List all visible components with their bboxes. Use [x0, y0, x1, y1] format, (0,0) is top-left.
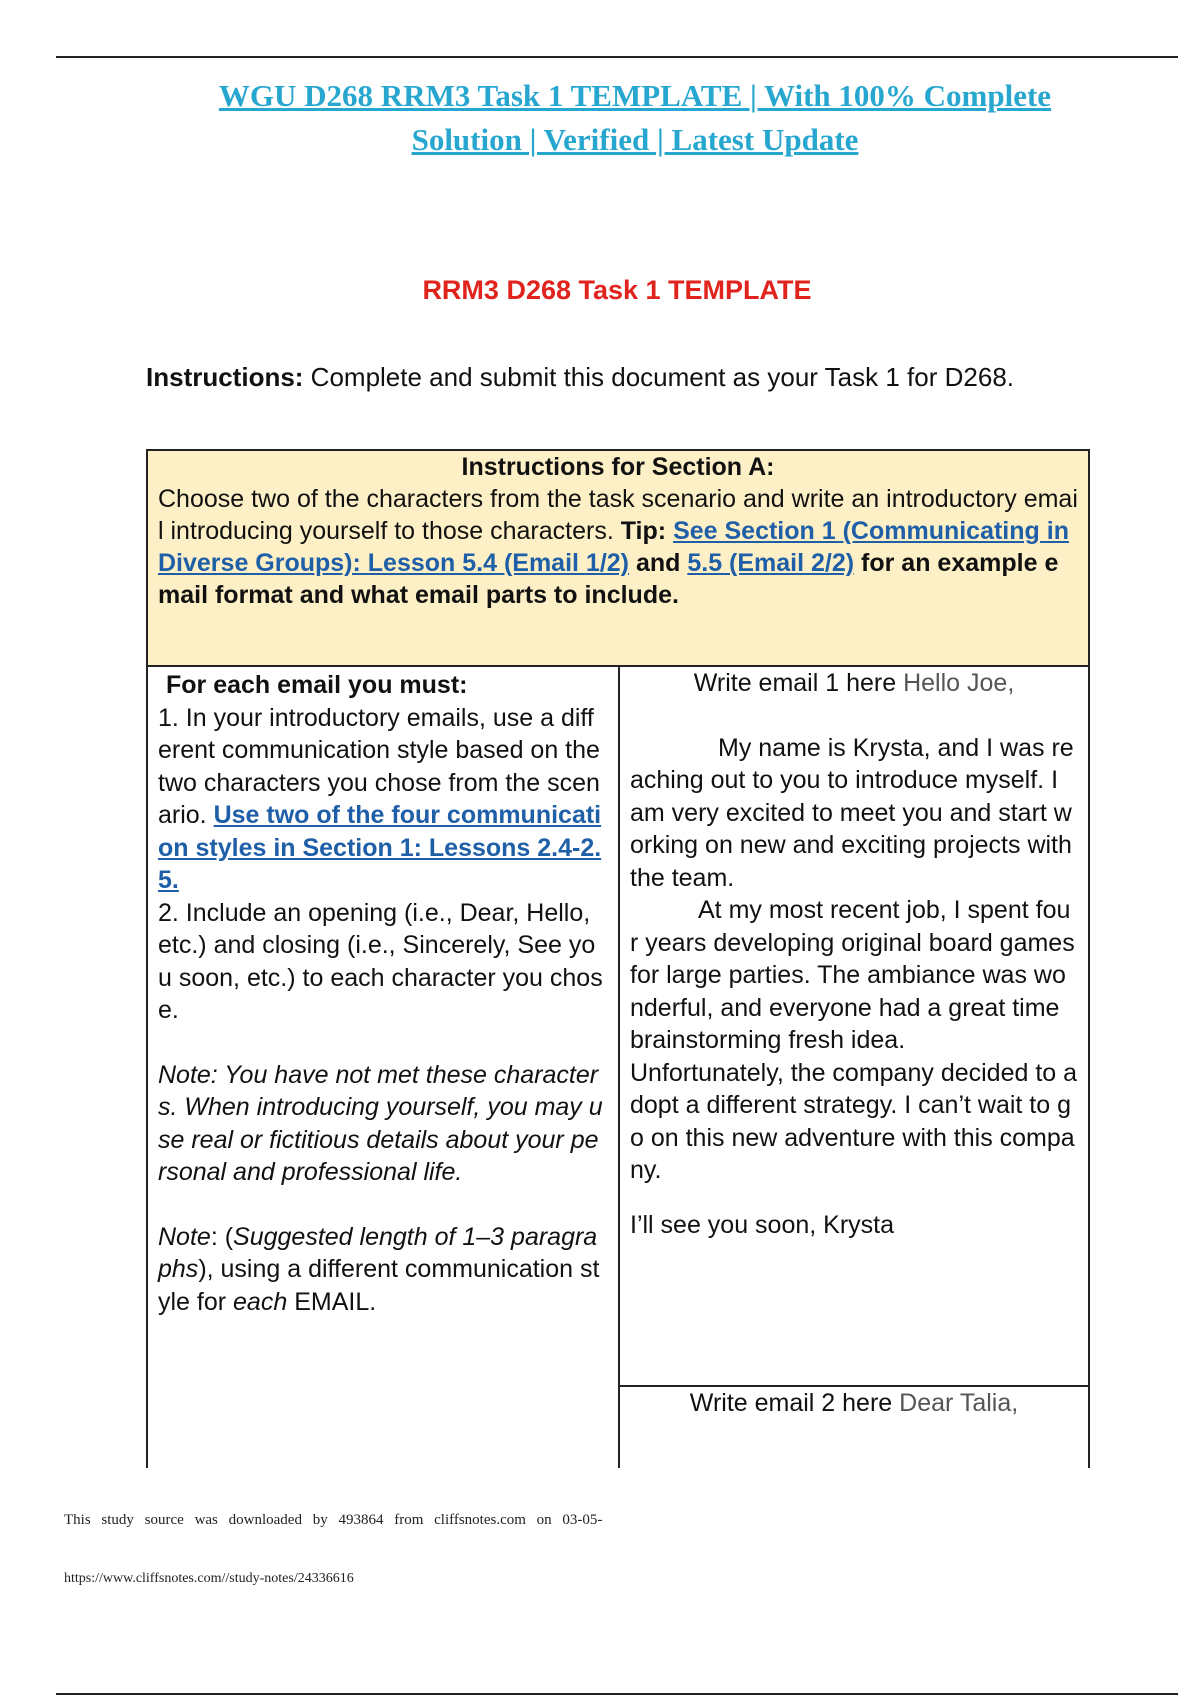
email-1-greeting: Hello Joe, — [903, 669, 1015, 697]
title-link-line-1[interactable]: WGU D268 RRM3 Task 1 TEMPLATE | With 100% Complete — [218, 78, 1052, 113]
email-1-paragraph-3: Unfortunately, the company decided to adopt a different strategy. I can’t wait to go on this new adventure with this company. — [630, 1058, 1078, 1184]
section-a-instructions-box — [146, 449, 1090, 665]
lesson-5-4-link[interactable]: See Section 1 (Communicating in Diverse Groups): Lesson 5.4 (Email 1/2) — [158, 517, 1069, 577]
instructions-label: Instructions: — [146, 362, 304, 392]
note-end-text: EMAIL. — [287, 1287, 377, 1316]
requirement-1-text: 1. In your introductory emails, use a different communication style based on the two characters you chose from the scenario. — [158, 703, 600, 829]
email-2-text[interactable] — [620, 1387, 1088, 1420]
email-1-paragraph-1: My name is Krysta, and I was reaching out to you to introduce myself. I am very excited to meet you and start working on new and exciting projects with the team. — [630, 733, 1074, 892]
download-notice: This study source was downloaded by 493864 from cliffsnotes.com on 03-05- — [64, 1512, 603, 1528]
email-1-paragraph-2: At my most recent job, I spent four years developing original board games for large parties. The ambiance was wonderful, and everyone had a great time brainstorming fresh idea. — [630, 896, 1075, 1054]
requirements-heading: For each email you must: — [166, 671, 468, 699]
email-1-label: Write email 1 here — [693, 669, 897, 697]
note-colon: : ( — [210, 1222, 234, 1251]
source-url: https://www.cliffsnotes.com//study-notes/24336616 — [64, 1571, 354, 1586]
email-1-text[interactable] — [620, 667, 1088, 1241]
top-rule — [56, 56, 1178, 58]
lesson-5-5-link[interactable]: 5.5 (Email 2/2) — [687, 549, 855, 577]
suggested-length-text: Suggested length of 1–3 paragraphs — [158, 1222, 598, 1283]
note-middle-text: ), using a different communication style for — [158, 1255, 600, 1316]
requirements-cell — [158, 669, 606, 1318]
tip-tail: for an example email format and what email parts to include. — [158, 549, 1059, 609]
template-title: RRM3 D268 Task 1 TEMPLATE — [422, 275, 812, 305]
email-table — [146, 665, 1090, 1468]
note-suggested-length — [158, 1221, 606, 1319]
instructions-paragraph — [146, 360, 1096, 394]
title-link-line-2[interactable]: Solution | Verified | Latest Update — [411, 122, 859, 157]
tip-label: Tip: — [620, 517, 667, 545]
email-1-cell[interactable] — [620, 667, 1088, 1387]
and-text: and — [629, 549, 688, 577]
email-1-closing: I’ll see you soon, Krysta — [630, 1210, 895, 1239]
requirement-1 — [158, 702, 606, 897]
email-2-greeting: Dear Talia, — [899, 1389, 1019, 1417]
section-a-body — [158, 483, 1078, 611]
communication-styles-link[interactable]: Use two of the four communication styles in Section 1: Lessons 2.4-2.5. — [158, 801, 602, 894]
email-2-cell[interactable] — [620, 1387, 1088, 1470]
email-2-label: Write email 2 here — [689, 1389, 893, 1417]
requirement-2: 2. Include an opening (i.e., Dear, Hello, etc.) and closing (i.e., Sincerely, See you soon, etc.) to each character you chose. — [158, 898, 603, 1024]
section-a-heading: Instructions for Section A: — [461, 453, 775, 481]
each-text: each — [233, 1287, 288, 1316]
note-fictitious-details: Note: You have not met these characters. When introducing yourself, you may use real or fictitious details about your personal and professional life. — [158, 1060, 603, 1186]
document-title — [140, 74, 1130, 162]
note-label: Note — [158, 1222, 211, 1251]
section-a-text: Choose two of the characters from the task scenario and write an introductory email introducing yourself to those characters. — [158, 485, 1078, 545]
bottom-rule — [56, 1693, 1178, 1695]
instructions-text: Complete and submit this document as your Task 1 for D268. — [303, 362, 1014, 392]
